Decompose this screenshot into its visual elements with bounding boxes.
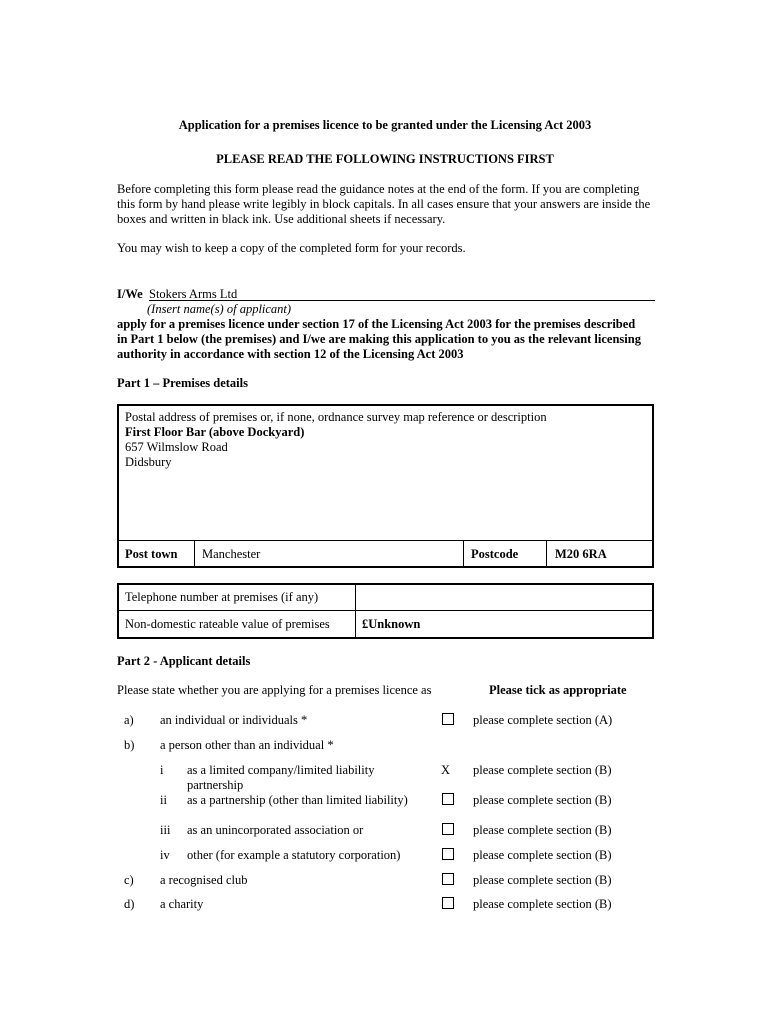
option-label: a person other than an individual * bbox=[160, 738, 334, 752]
option-action: please complete section (B) bbox=[473, 763, 612, 777]
post-town-row-divider bbox=[117, 540, 654, 541]
cell-divider bbox=[355, 583, 356, 639]
rateable-value-field[interactable]: £Unknown bbox=[362, 617, 421, 631]
option-marker: iv bbox=[160, 848, 170, 862]
option-marker: a) bbox=[124, 713, 134, 727]
individual-checkbox[interactable] bbox=[442, 713, 454, 725]
statutory-corporation-checkbox[interactable] bbox=[442, 848, 454, 860]
option-action: please complete section (B) bbox=[473, 897, 612, 911]
post-town-field[interactable]: Manchester bbox=[202, 547, 261, 561]
part1-heading: Part 1 – Premises details bbox=[117, 376, 248, 390]
cell-divider bbox=[546, 540, 547, 567]
post-town-label: Post town bbox=[125, 547, 178, 561]
unincorporated-association-checkbox[interactable] bbox=[442, 823, 454, 835]
option-label: as a partnership (other than limited liability) bbox=[187, 793, 408, 807]
form-title: Application for a premises licence to be granted under the Licensing Act 2003 bbox=[178, 118, 592, 132]
address-block[interactable] bbox=[125, 410, 547, 470]
instructions-heading: PLEASE READ THE FOLLOWING INSTRUCTIONS FIRST bbox=[216, 152, 554, 166]
applicant-type-question: Please state whether you are applying for a premises licence as bbox=[117, 683, 432, 697]
address-line-3: Didsbury bbox=[125, 455, 172, 469]
cell-divider bbox=[194, 540, 195, 567]
postcode-field[interactable]: M20 6RA bbox=[555, 547, 607, 561]
application-statement: apply for a premises licence under section 17 of the Licensing Act 2003 for the premises described in Part 1 below (the premises) and I/we are making this application to you as the relevant licensing authority in accordance with section 12 of the Licensing Act 2003 bbox=[117, 317, 641, 361]
partnership-checkbox[interactable] bbox=[442, 793, 454, 805]
option-label: as an unincorporated association or bbox=[187, 823, 364, 837]
telephone-field[interactable] bbox=[362, 590, 647, 606]
option-marker: c) bbox=[124, 873, 134, 887]
tick-heading: Please tick as appropriate bbox=[489, 683, 627, 697]
option-action: please complete section (B) bbox=[473, 793, 612, 807]
option-action: please complete section (A) bbox=[473, 713, 613, 727]
applicant-name-line bbox=[117, 287, 655, 302]
applicant-prefix: I/We bbox=[117, 287, 143, 301]
cell-divider bbox=[117, 610, 654, 611]
cell-divider bbox=[463, 540, 464, 567]
option-action: please complete section (B) bbox=[473, 823, 612, 837]
address-line-1: First Floor Bar (above Dockyard) bbox=[125, 425, 305, 439]
records-note: You may wish to keep a copy of the completed form for your records. bbox=[117, 241, 466, 255]
telephone-label: Telephone number at premises (if any) bbox=[125, 590, 319, 604]
option-marker: iii bbox=[160, 823, 171, 837]
option-label: other (for example a statutory corporation) bbox=[187, 848, 401, 862]
option-action: please complete section (B) bbox=[473, 873, 612, 887]
address-line-2: 657 Wilmslow Road bbox=[125, 440, 228, 454]
option-marker: ii bbox=[160, 793, 167, 807]
intro-paragraph: Before completing this form please read the guidance notes at the end of the form. If you are completing this form by hand please write legibly in block capitals. In all cases ensure that your answers are inside the boxes and written in black ink. Use additional sheets if necessary. bbox=[117, 182, 651, 226]
option-marker: i bbox=[160, 763, 164, 777]
option-label: a charity bbox=[160, 897, 204, 911]
rateable-value-label: Non-domestic rateable value of premises bbox=[125, 617, 330, 631]
option-marker: d) bbox=[124, 897, 135, 911]
applicant-name-field[interactable]: Stokers Arms Ltd bbox=[149, 287, 238, 301]
limited-company-tick[interactable]: X bbox=[441, 763, 451, 777]
recognised-club-checkbox[interactable] bbox=[442, 873, 454, 885]
applicant-name-hint: (Insert name(s) of applicant) bbox=[147, 302, 292, 316]
option-marker: b) bbox=[124, 738, 135, 752]
option-label: an individual or individuals * bbox=[160, 713, 308, 727]
option-label: as a limited company/limited liability partnership bbox=[187, 763, 375, 792]
charity-checkbox[interactable] bbox=[442, 897, 454, 909]
option-label: a recognised club bbox=[160, 873, 248, 887]
address-label: Postal address of premises or, if none, ordnance survey map reference or description bbox=[125, 410, 547, 424]
postcode-label: Postcode bbox=[471, 547, 519, 561]
option-action: please complete section (B) bbox=[473, 848, 612, 862]
part2-heading: Part 2 - Applicant details bbox=[117, 654, 251, 668]
